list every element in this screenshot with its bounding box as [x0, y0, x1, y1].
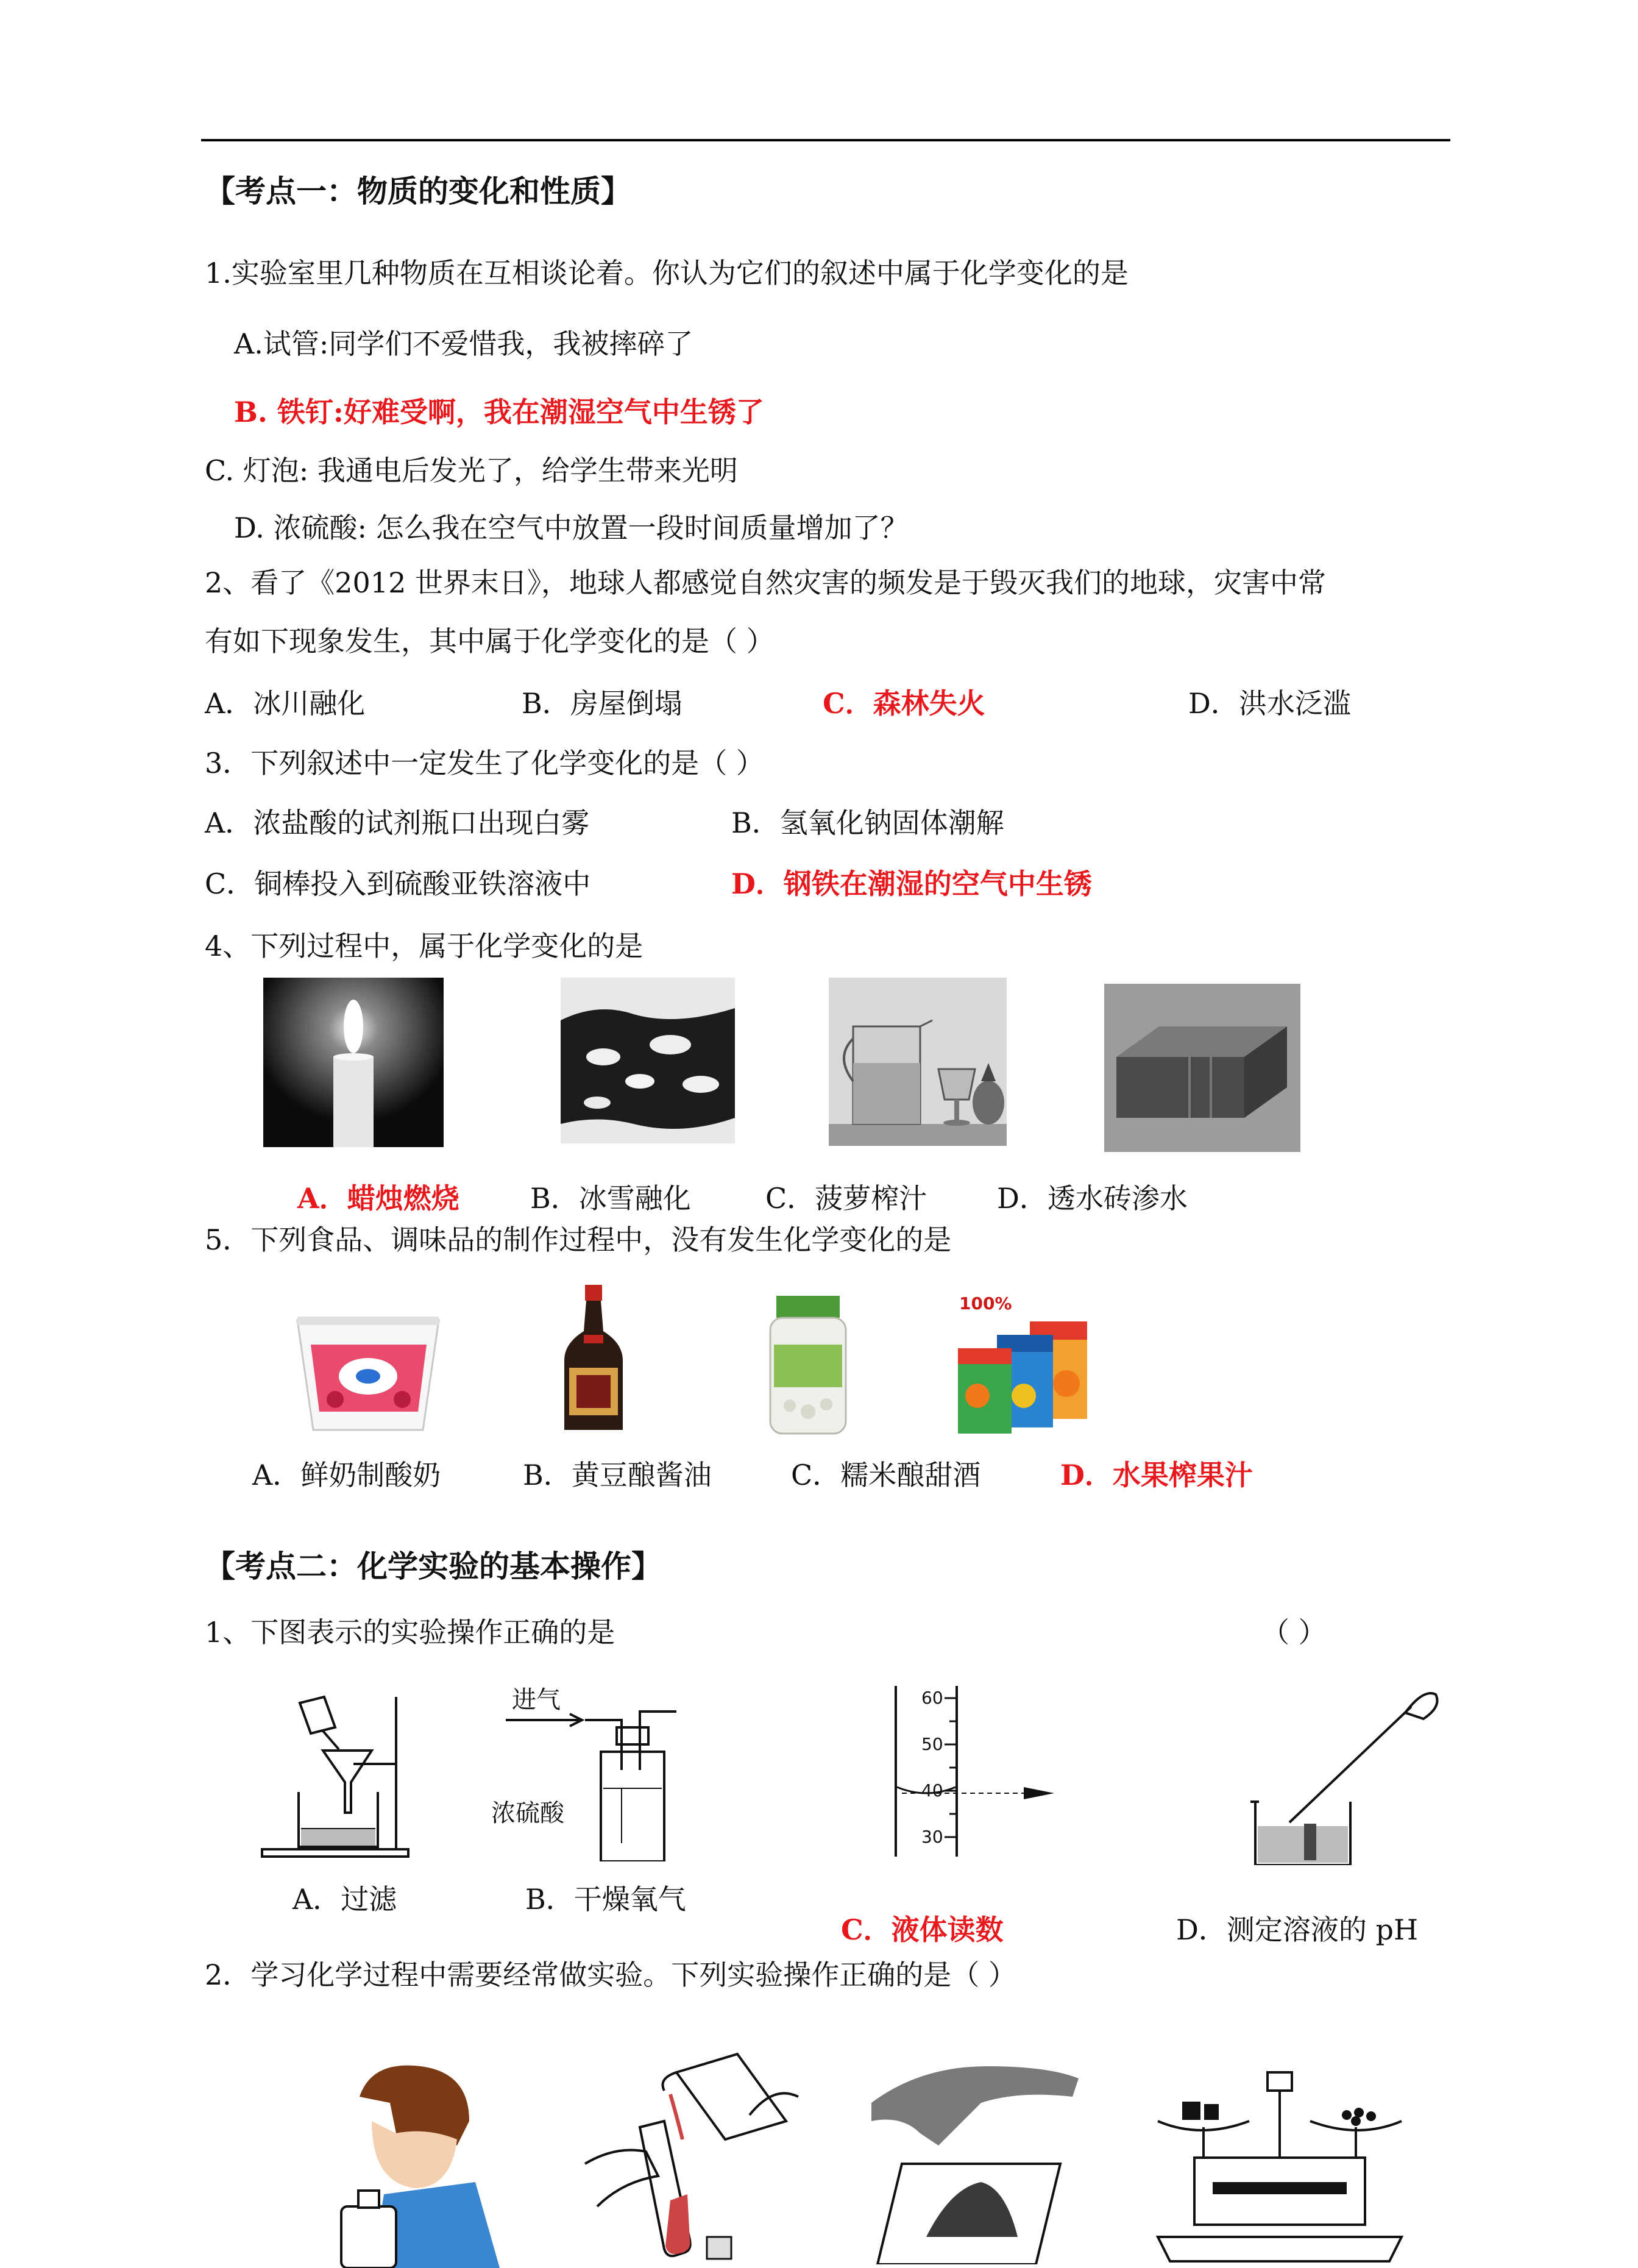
question-stem: 2、看了《2012 世界末日》，地球人都感觉自然灾害的频发是于毁灭我们的地球，灾害中常 — [205, 566, 1326, 599]
answer-bracket: （ ） — [1261, 1616, 1327, 1649]
gas-drying-figure — [481, 1685, 682, 1861]
option-d: D．洪水泛滥 — [1188, 687, 1351, 720]
smelling-gas-figure — [335, 2060, 506, 2268]
permeable-brick-image — [1104, 984, 1300, 1152]
section-title: 【考点二：化学实验的基本操作】 — [205, 1549, 662, 1584]
question-stem: 1.实验室里几种物质在互相谈论着。你认为它们的叙述中属于化学变化的是 — [205, 257, 1129, 290]
option-d: D. 浓硫酸: 怎么我在空气中放置一段时间质量增加了？ — [234, 511, 909, 544]
figure-label: 浓硫酸 — [491, 1799, 564, 1827]
option-d: D．透水砖渗水 — [997, 1182, 1188, 1215]
candle-image — [263, 978, 444, 1147]
question-stem: 有如下现象发生，其中属于化学变化的是（ ） — [205, 625, 775, 658]
top-rule — [201, 139, 1450, 141]
option-b: B．冰雪融化 — [530, 1182, 691, 1215]
question-stem: 5．下列食品、调味品的制作过程中，没有发生化学变化的是 — [205, 1223, 952, 1256]
pouring-liquid-figure — [579, 2048, 810, 2268]
option-d-answer: D．水果榨果汁 — [1060, 1459, 1253, 1491]
cyl-tick: 30 — [921, 1827, 943, 1847]
option-b: B．房屋倒塌 — [522, 687, 682, 720]
question-stem: 2．学习化学过程中需要经常做实验。下列实验操作正确的是（ ） — [205, 1958, 1016, 1991]
question-stem: 1、下图表示的实验操作正确的是 — [205, 1616, 615, 1649]
soy-sauce-bottle-image — [559, 1285, 628, 1434]
solid-on-paper-figure — [865, 2054, 1085, 2264]
option-a: A．浓盐酸的试剂瓶口出现白雾 — [205, 806, 590, 839]
option-c: C．菠萝榨汁 — [765, 1182, 927, 1215]
cyl-tick: 60 — [921, 1688, 943, 1708]
option-a: A．过滤 — [292, 1883, 397, 1916]
option-b-answer: B. 铁钉:好难受啊，我在潮湿空气中生锈了 — [234, 396, 764, 428]
option-a: A.试管:同学们不爱惜我，我被摔碎了 — [234, 327, 693, 360]
graduated-cylinder-figure — [878, 1680, 1079, 1863]
juice-boxes-image — [951, 1292, 1103, 1435]
pineapple-juice-image — [829, 978, 1007, 1146]
option-a: A．鲜奶制酸奶 — [252, 1459, 441, 1491]
balance-figure — [1146, 2066, 1414, 2268]
option-c: C．糯米酿甜酒 — [791, 1459, 981, 1491]
section-title: 【考点一：物质的变化和性质】 — [205, 174, 631, 209]
option-d: D．测定溶液的 pH — [1176, 1913, 1419, 1946]
option-c-answer: C．森林失火 — [823, 687, 985, 720]
melting-snow-image — [561, 978, 735, 1143]
cyl-tick: 50 — [921, 1734, 943, 1754]
filtration-figure — [256, 1685, 414, 1861]
cyl-tick: 40 — [921, 1780, 943, 1801]
question-stem: 4、下列过程中，属于化学变化的是 — [205, 930, 644, 962]
option-c: C．铜棒投入到硫酸亚铁溶液中 — [205, 867, 591, 900]
ph-test-figure — [1241, 1682, 1448, 1865]
option-a: A．冰川融化 — [205, 687, 366, 720]
rice-wine-jar-image — [765, 1296, 851, 1436]
question-stem: 3．下列叙述中一定发生了化学变化的是（ ） — [205, 747, 764, 780]
figure-label: 进气 — [512, 1686, 561, 1714]
option-b: B．干燥氧气 — [525, 1883, 686, 1916]
option-b: B．黄豆酿酱油 — [523, 1459, 712, 1491]
yogurt-cup-image — [292, 1308, 444, 1434]
juice-box-label: 100% — [959, 1293, 1012, 1314]
option-c-answer: C．液体读数 — [841, 1913, 1004, 1946]
option-a-answer: A．蜡烛燃烧 — [297, 1182, 459, 1215]
option-b: B．氢氧化钠固体潮解 — [731, 806, 1004, 839]
option-d-answer: D．钢铁在潮湿的空气中生锈 — [731, 867, 1092, 900]
option-c: C. 灯泡: 我通电后发光了，给学生带来光明 — [205, 454, 738, 487]
